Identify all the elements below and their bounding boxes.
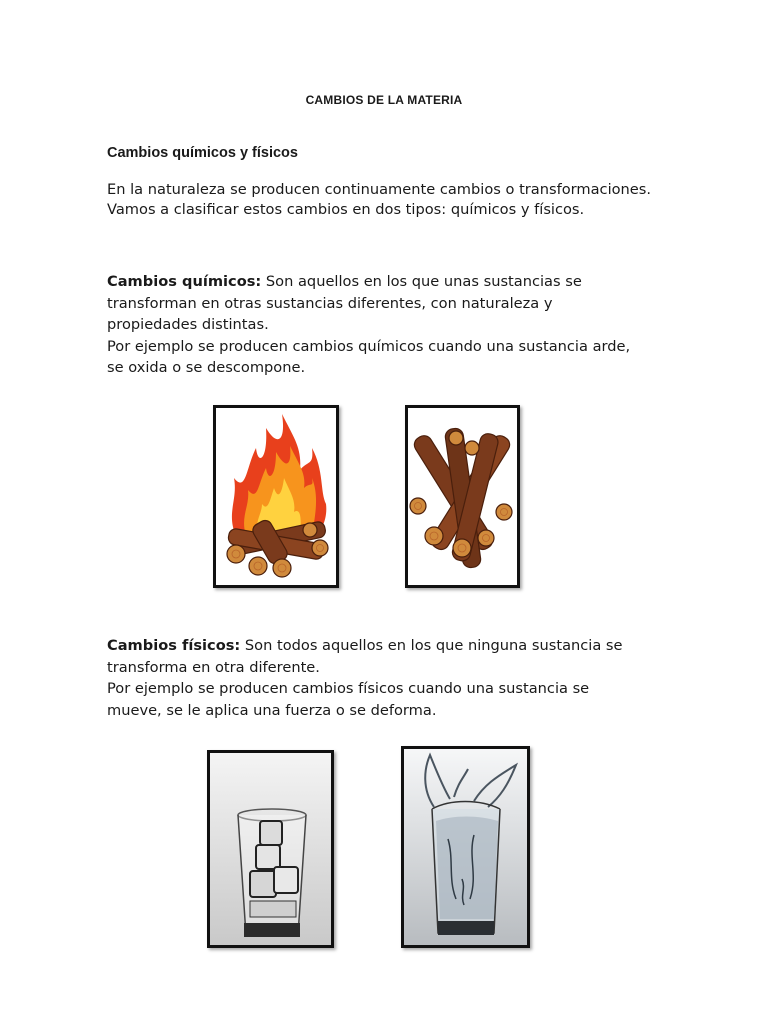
intro-line: Vamos a clasificar estos cambios en dos tipos: químicos y físicos. [107,201,585,218]
campfire-image [213,405,339,588]
physical-changes-paragraph [107,635,707,721]
chemical-line: transforman en otras sustancias diferentes, con naturaleza y [107,294,553,312]
physical-lead: Cambios físicos: [107,637,241,654]
physical-line: Por ejemplo se producen cambios físicos cuando una sustancia se [107,680,590,697]
ice-glass-image [207,750,334,948]
intro-paragraph [107,180,707,220]
water-splash-illustration [404,749,527,945]
chemical-line [107,271,707,293]
chemical-line: propiedades distintas. [107,316,269,333]
physical-line-text: Son todos aquellos en los que ninguna sustancia se [240,637,623,654]
ice-glass-illustration [210,753,331,945]
physical-line [107,635,707,657]
water-splash-image [401,746,530,948]
campfire-illustration [216,408,336,585]
chemical-lead: Cambios químicos: [107,273,262,290]
section-subtitle: Cambios químicos y físicos [107,145,298,161]
chemical-line-text: Son aquellos en los que unas sustancias se [261,273,582,290]
physical-line: transforma en otra diferente. [107,658,320,676]
logs-image [405,405,520,588]
intro-line: En la naturaleza se producen continuamente cambios o transformaciones. [107,181,652,198]
page-title: CAMBIOS DE LA MATERIA [305,93,463,107]
physical-line: mueve, se le aplica una fuerza o se deforma. [107,701,437,719]
chemical-line: se oxida o se descompone. [107,359,306,376]
logs-illustration [408,408,517,585]
chemical-changes-paragraph [107,271,707,379]
chemical-line: Por ejemplo se producen cambios químicos cuando una sustancia arde, [107,337,631,355]
